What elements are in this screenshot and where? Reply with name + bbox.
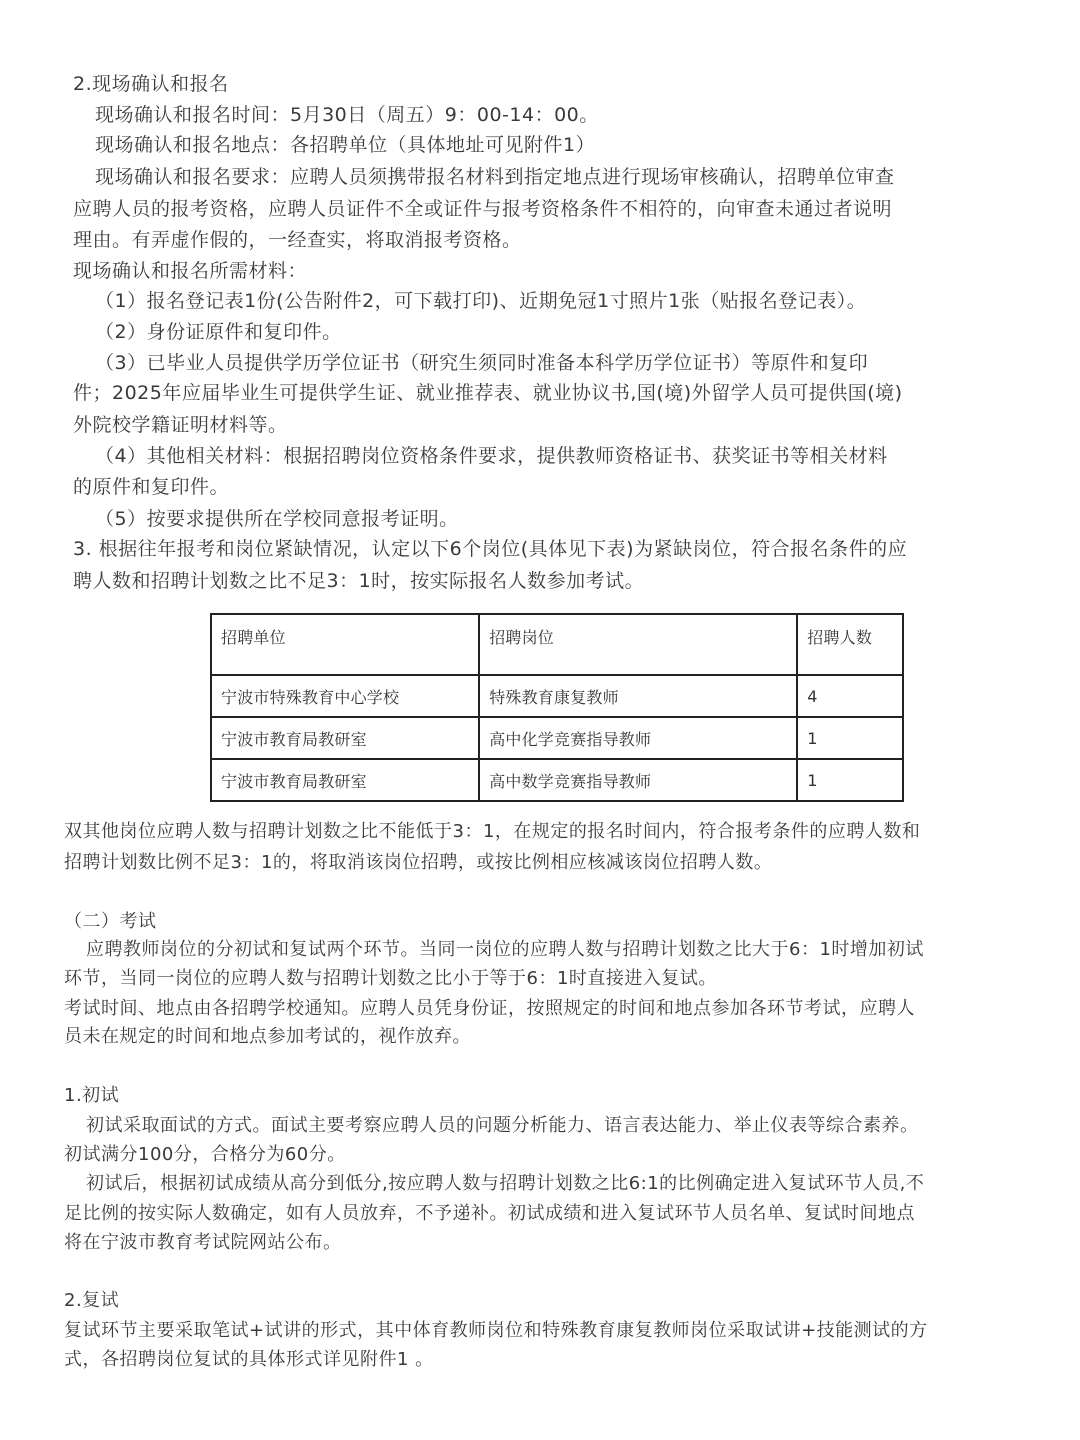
header-count: 招聘人数 — [797, 614, 903, 675]
material-item: （3）已毕业人员提供学历学位证书（研究生须同时准备本科学历学位证书）等原件和复印 — [95, 352, 869, 374]
cell-count: 1 — [797, 759, 903, 801]
cell-count: 4 — [797, 675, 903, 717]
retest-paragraph: 复试环节主要采取笔试+试讲的形式，其中体育教师岗位和特殊教育康复教师岗位采取试讲+技能测试的方 — [64, 1320, 928, 1341]
material-item: 外院校学籍证明材料等。 — [73, 414, 288, 436]
ratio-line: 双其他岗位应聘人数与招聘计划数之比不能低于3：1，在规定的报名时间内，符合报考条件的应聘人数和 — [64, 821, 921, 842]
exam-heading: （二）考试 — [64, 911, 157, 932]
registration-place: 现场确认和报名地点：各招聘单位（具体地址可见附件1） — [95, 134, 596, 156]
material-item: 的原件和复印件。 — [73, 476, 230, 498]
shortage-paragraph: 聘人数和招聘计划数之比不足3：1时，按实际报名人数参加考试。 — [73, 570, 645, 592]
cell-position: 高中化学竞赛指导教师 — [479, 717, 797, 759]
material-item: （2）身份证原件和复印件。 — [95, 321, 342, 343]
retest-heading: 2.复试 — [64, 1290, 120, 1311]
initial-paragraph: 初试后，根据初试成绩从高分到低分,按应聘人数与招聘计划数之比6:1的比例确定进入复试环节人员,不 — [86, 1173, 925, 1194]
exam-paragraph: 考试时间、地点由各招聘学校通知。应聘人员凭身份证，按照规定的时间和地点参加各环节考试，应聘人 — [64, 998, 915, 1019]
material-item: （5）按要求提供所在学校同意报考证明。 — [95, 508, 459, 530]
exam-paragraph: 环节，当同一岗位的应聘人数与招聘计划数之比小于等于6：1时直接进入复试。 — [64, 968, 717, 989]
exam-paragraph: 应聘教师岗位的分初试和复试两个环节。当同一岗位的应聘人数与招聘计划数之比大于6：1时增加初试 — [86, 939, 924, 960]
requirement-line: 应聘人员的报考资格，应聘人员证件不全或证件与报考资格条件不相符的，向审查未通过者说明 — [73, 198, 893, 220]
shortage-paragraph: 3. 根据往年报考和岗位紧缺情况，认定以下6个岗位(具体见下表)为紧缺岗位，符合报名条件的应 — [73, 538, 908, 560]
cell-unit: 宁波市特殊教育中心学校 — [211, 675, 479, 717]
table-row — [211, 675, 903, 717]
cell-position: 高中数学竞赛指导教师 — [479, 759, 797, 801]
material-item: （1）报名登记表1份(公告附件2，可下载打印)、近期免冠1寸照片1张（贴报名登记表）。 — [95, 290, 867, 312]
initial-paragraph: 初试采取面试的方式。面试主要考察应聘人员的问题分析能力、语言表达能力、举止仪表等综合素养。 — [86, 1115, 919, 1136]
requirement-line: 理由。有弄虚作假的，一经查实，将取消报考资格。 — [73, 229, 522, 251]
materials-title: 现场确认和报名所需材料： — [73, 260, 308, 282]
positions-table — [210, 613, 904, 802]
table-row — [211, 717, 903, 759]
header-unit: 招聘单位 — [211, 614, 479, 675]
table-row — [211, 759, 903, 801]
cell-position: 特殊教育康复教师 — [479, 675, 797, 717]
retest-paragraph: 式，各招聘岗位复试的具体形式详见附件1 。 — [64, 1349, 434, 1370]
section-heading: 2.现场确认和报名 — [73, 73, 229, 95]
initial-heading: 1.初试 — [64, 1085, 120, 1106]
material-item: 件；2025年应届毕业生可提供学生证、就业推荐表、就业协议书,国(境)外留学人员可提供国(境) — [73, 382, 903, 404]
material-item: （4）其他相关材料：根据招聘岗位资格条件要求，提供教师资格证书、获奖证书等相关材料 — [95, 445, 888, 467]
cell-unit: 宁波市教育局教研室 — [211, 759, 479, 801]
cell-count: 1 — [797, 717, 903, 759]
table-header-row — [211, 614, 903, 675]
cell-unit: 宁波市教育局教研室 — [211, 717, 479, 759]
ratio-line: 招聘计划数比例不足3：1的，将取消该岗位招聘，或按比例相应核减该岗位招聘人数。 — [64, 852, 773, 873]
exam-paragraph: 员未在规定的时间和地点参加考试的，视作放弃。 — [64, 1026, 471, 1047]
requirement-line: 现场确认和报名要求：应聘人员须携带报名材料到指定地点进行现场审核确认，招聘单位审查 — [95, 166, 895, 188]
initial-paragraph: 将在宁波市教育考试院网站公布。 — [64, 1232, 342, 1253]
initial-paragraph: 足比例的按实际人数确定，如有人员放弃，不予递补。初试成绩和进入复试环节人员名单、复试时间地点 — [64, 1203, 915, 1224]
initial-paragraph: 初试满分100分，合格分为60分。 — [64, 1144, 346, 1165]
header-position: 招聘岗位 — [479, 614, 797, 675]
registration-time: 现场确认和报名时间：5月30日（周五）9：00-14：00。 — [95, 104, 599, 126]
